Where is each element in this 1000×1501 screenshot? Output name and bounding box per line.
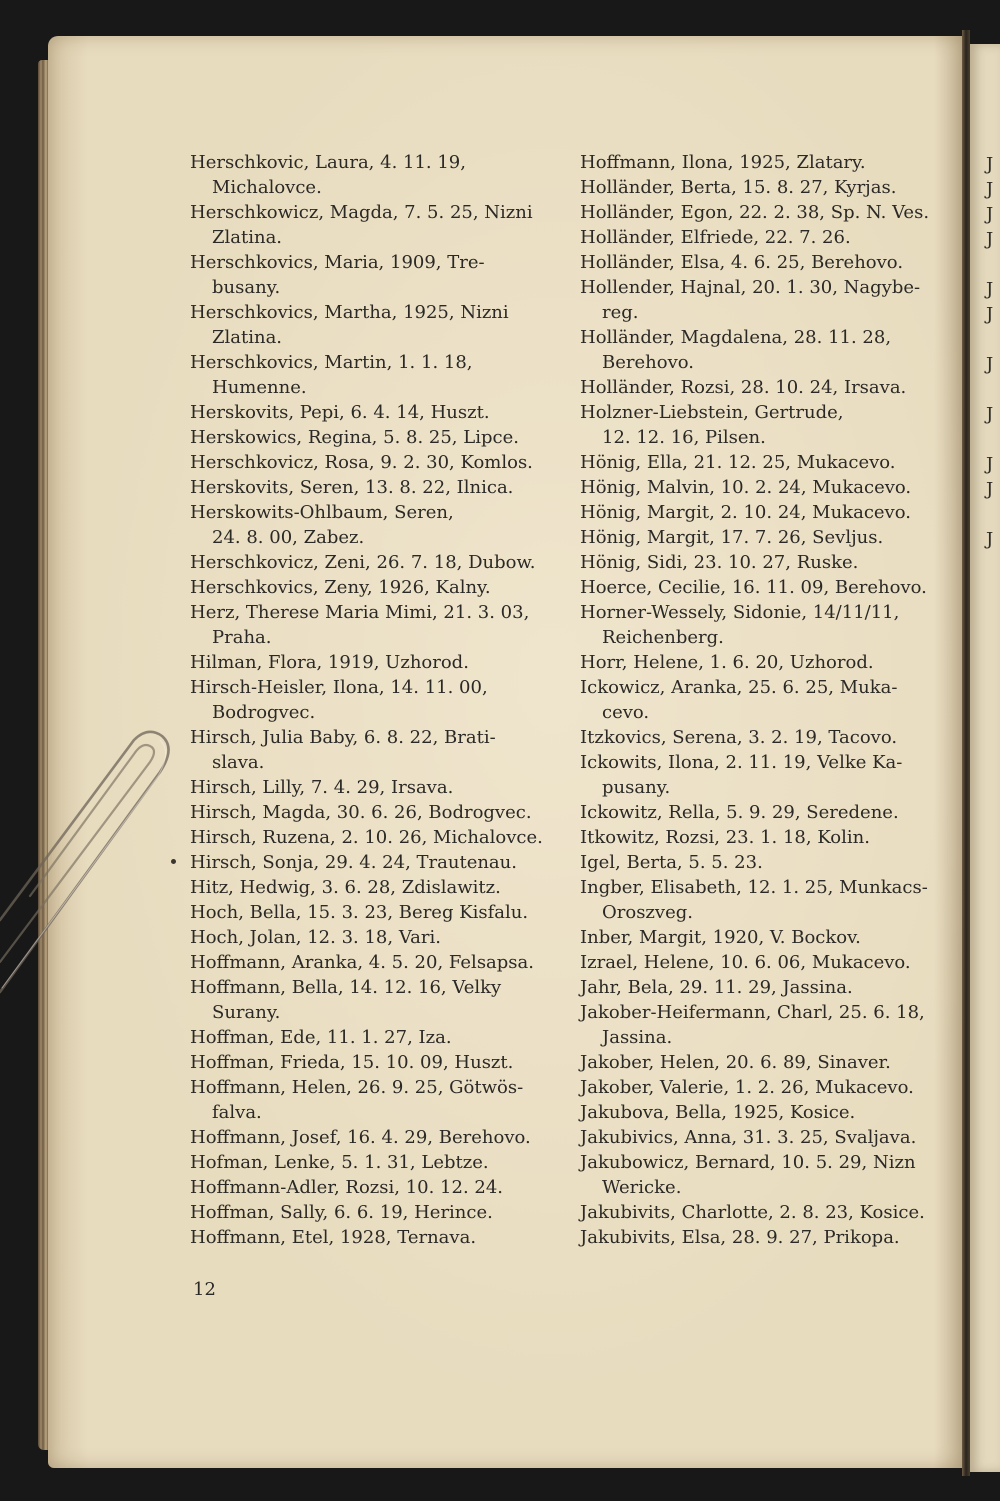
- entry: [190, 975, 543, 1025]
- entry: [580, 1100, 929, 1125]
- entry: [190, 1175, 543, 1200]
- next-page-fragment: J: [986, 479, 994, 500]
- entry-continuation: Zlatina.: [212, 327, 283, 348]
- entry: [190, 850, 543, 875]
- entry: [190, 450, 543, 475]
- entry: [580, 525, 929, 550]
- entry-line: Inber, Margit, 1920, V. Bockov.: [580, 927, 861, 948]
- next-page-fragment: J: [986, 529, 994, 550]
- book-gutter: [962, 30, 970, 1476]
- entry-line: Ickowitz, Rella, 5. 9. 29, Seredene.: [580, 802, 899, 823]
- paper-clip: [0, 700, 200, 1020]
- entry-line: Herskovits, Seren, 13. 8. 22, Ilnica.: [190, 477, 514, 498]
- entry: [580, 475, 929, 500]
- entry: [580, 800, 929, 825]
- entry: [190, 500, 543, 550]
- entry-continuation: Wericke.: [602, 1177, 682, 1198]
- entry-line: Jakober-Heifermann, Charl, 25. 6. 18,: [580, 1002, 925, 1023]
- entry: [580, 1125, 929, 1150]
- entry: [580, 675, 929, 725]
- entry-line: Hönig, Malvin, 10. 2. 24, Mukacevo.: [580, 477, 912, 498]
- entry-line: Hofman, Lenke, 5. 1. 31, Lebtze.: [190, 1152, 489, 1173]
- entry-line: Hoffmann, Helen, 26. 9. 25, Götwös-: [190, 1077, 524, 1098]
- entry-continuation: falva.: [212, 1102, 262, 1123]
- entry-line: Hoffmann, Josef, 16. 4. 29, Berehovo.: [190, 1127, 531, 1148]
- entry-continuation: busany.: [212, 277, 281, 298]
- entry-line: Herschkowicz, Magda, 7. 5. 25, Nizni: [190, 202, 533, 223]
- entry: [580, 400, 929, 450]
- entry-continuation: Berehovo.: [602, 352, 694, 373]
- entry: [190, 950, 543, 975]
- entry: [580, 575, 929, 600]
- entry: [190, 1050, 543, 1075]
- entry-line: Herschkovics, Maria, 1909, Tre-: [190, 252, 485, 273]
- entry: [580, 275, 929, 325]
- entry-line: Hoerce, Cecilie, 16. 11. 09, Berehovo.: [580, 577, 927, 598]
- entry: [190, 550, 543, 575]
- entry: [190, 825, 543, 850]
- entry-line: Herskowics, Regina, 5. 8. 25, Lipce.: [190, 427, 519, 448]
- next-page-edge: [970, 44, 1000, 1472]
- entry-line: Hoffmann, Aranka, 4. 5. 20, Felsapsa.: [190, 952, 534, 973]
- entry: [580, 225, 929, 250]
- entry-line: Hirsch, Ruzena, 2. 10. 26, Michalovce.: [190, 827, 543, 848]
- entry-continuation: Oroszveg.: [602, 902, 693, 923]
- entry: [580, 750, 929, 800]
- entry: [580, 1225, 929, 1250]
- entry-line: Hoffmann-Adler, Rozsi, 10. 12. 24.: [190, 1177, 504, 1198]
- entry: [190, 1225, 543, 1250]
- entry: [190, 900, 543, 925]
- entry-continuation: Surany.: [212, 1002, 281, 1023]
- entry-continuation: slava.: [212, 752, 265, 773]
- entry-continuation: Praha.: [212, 627, 272, 648]
- entry-line: Hönig, Margit, 2. 10. 24, Mukacevo.: [580, 502, 911, 523]
- entry-continuation: Jassina.: [602, 1027, 673, 1048]
- entry: [580, 950, 929, 975]
- entry: [580, 325, 929, 375]
- entry: [580, 725, 929, 750]
- entry-line: Hirsch, Sonja, 29. 4. 24, Trautenau.: [190, 852, 517, 873]
- entry: [190, 875, 543, 900]
- next-page-fragment: J: [986, 354, 994, 375]
- entry-continuation: Zlatina.: [212, 227, 283, 248]
- entry-continuation: Reichenberg.: [602, 627, 724, 648]
- entry-line: Horner-Wessely, Sidonie, 14/11/11,: [580, 602, 900, 623]
- entry: [580, 500, 929, 525]
- entry-line: Jakubivits, Charlotte, 2. 8. 23, Kosice.: [580, 1202, 925, 1223]
- entry: [580, 175, 929, 200]
- entry: [190, 1200, 543, 1225]
- entry-line: Horr, Helene, 1. 6. 20, Uzhorod.: [580, 652, 874, 673]
- entry: [190, 675, 543, 725]
- entry: [580, 600, 929, 650]
- left-column: [190, 150, 543, 1250]
- next-page-fragment: J: [986, 179, 994, 200]
- entry: [190, 250, 543, 300]
- entry: [580, 825, 929, 850]
- entry-line: Holzner-Liebstein, Gertrude,: [580, 402, 844, 423]
- entry: [190, 400, 543, 425]
- entry: [190, 1125, 543, 1150]
- entry-line: Holländer, Elsa, 4. 6. 25, Berehovo.: [580, 252, 904, 273]
- entry-line: Holländer, Magdalena, 28. 11. 28,: [580, 327, 892, 348]
- entry: [580, 150, 929, 175]
- entry-continuation: 24. 8. 00, Zabez.: [212, 527, 365, 548]
- entry: [580, 200, 929, 225]
- entry-line: Herskovits, Pepi, 6. 4. 14, Huszt.: [190, 402, 490, 423]
- entry-line: Igel, Berta, 5. 5. 23.: [580, 852, 763, 873]
- entry: [580, 925, 929, 950]
- entry-line: Hönig, Ella, 21. 12. 25, Mukacevo.: [580, 452, 896, 473]
- entry: [190, 925, 543, 950]
- entry-line: Herschkovicz, Rosa, 9. 2. 30, Komlos.: [190, 452, 533, 473]
- entry: [190, 475, 543, 500]
- entry-line: Ingber, Elisabeth, 12. 1. 25, Munkacs-: [580, 877, 928, 898]
- entry-continuation: cevo.: [602, 702, 650, 723]
- entry-line: Herschkovic, Laura, 4. 11. 19,: [190, 152, 466, 173]
- entry-line: Jakubowicz, Bernard, 10. 5. 29, Nizn: [580, 1152, 916, 1173]
- entry-line: Hoffmann, Etel, 1928, Ternava.: [190, 1227, 477, 1248]
- entry: [580, 1075, 929, 1100]
- entry: [190, 650, 543, 675]
- next-page-fragment: J: [986, 229, 994, 250]
- entry-line: Hoffman, Frieda, 15. 10. 09, Huszt.: [190, 1052, 514, 1073]
- entry-line: Hoch, Jolan, 12. 3. 18, Vari.: [190, 927, 441, 948]
- next-page-fragment: J: [986, 404, 994, 425]
- entry-line: Jakubivics, Anna, 31. 3. 25, Svaljava.: [580, 1127, 917, 1148]
- entry: [190, 800, 543, 825]
- entry-continuation: Bodrogvec.: [212, 702, 316, 723]
- next-page-fragment: J: [986, 204, 994, 225]
- entry-line: Hoch, Bella, 15. 3. 23, Bereg Kisfalu.: [190, 902, 529, 923]
- entry: [580, 1150, 929, 1200]
- entry-line: Herskowits-Ohlbaum, Seren,: [190, 502, 454, 523]
- entry-line: Holländer, Rozsi, 28. 10. 24, Irsava.: [580, 377, 907, 398]
- entry-line: Hönig, Margit, 17. 7. 26, Sevljus.: [580, 527, 884, 548]
- page-number: 12: [193, 1279, 216, 1300]
- entry: [190, 1150, 543, 1175]
- entry: [190, 300, 543, 350]
- entry-line: Hirsch, Magda, 30. 6. 26, Bodrogvec.: [190, 802, 532, 823]
- entry: [190, 150, 543, 200]
- entry-line: Hoffman, Ede, 11. 1. 27, Iza.: [190, 1027, 452, 1048]
- entry-continuation: reg.: [602, 302, 639, 323]
- entry-line: Jakober, Valerie, 1. 2. 26, Mukacevo.: [580, 1077, 914, 1098]
- entry: [190, 425, 543, 450]
- entry: [190, 350, 543, 400]
- entry: [580, 975, 929, 1000]
- entry: [190, 600, 543, 650]
- entry-line: Jakubivits, Elsa, 28. 9. 27, Prikopa.: [580, 1227, 900, 1248]
- entry: [580, 1200, 929, 1225]
- next-page-fragment: J: [986, 154, 994, 175]
- entry-line: Herschkovics, Zeny, 1926, Kalny.: [190, 577, 491, 598]
- entry-line: Hilman, Flora, 1919, Uzhorod.: [190, 652, 469, 673]
- entry: [190, 1025, 543, 1050]
- entry-line: Jakober, Helen, 20. 6. 89, Sinaver.: [580, 1052, 891, 1073]
- entry: [190, 725, 543, 775]
- entry-line: Hirsch, Lilly, 7. 4. 29, Irsava.: [190, 777, 454, 798]
- next-page-fragment: J: [986, 304, 994, 325]
- entry-line: Itkowitz, Rozsi, 23. 1. 18, Kolin.: [580, 827, 870, 848]
- entry-line: Herz, Therese Maria Mimi, 21. 3. 03,: [190, 602, 530, 623]
- entry-line: Hollender, Hajnal, 20. 1. 30, Nagybe-: [580, 277, 921, 298]
- entry: [190, 575, 543, 600]
- entry-line: Holländer, Berta, 15. 8. 27, Kyrjas.: [580, 177, 897, 198]
- next-page-fragment: J: [986, 279, 994, 300]
- entry-line: Herschkovicz, Zeni, 26. 7. 18, Dubow.: [190, 552, 536, 573]
- entry-line: Herschkovics, Martin, 1. 1. 18,: [190, 352, 473, 373]
- entry: [580, 1050, 929, 1075]
- entry: [580, 375, 929, 400]
- entry-line: Hönig, Sidi, 23. 10. 27, Ruske.: [580, 552, 859, 573]
- entry-line: Hoffmann, Bella, 14. 12. 16, Velky: [190, 977, 502, 998]
- entry: [580, 550, 929, 575]
- entry: [580, 850, 929, 875]
- entry-line: Herschkovics, Martha, 1925, Nizni: [190, 302, 509, 323]
- entry-line: Hitz, Hedwig, 3. 6. 28, Zdislawitz.: [190, 877, 501, 898]
- entry-line: Hoffman, Sally, 6. 6. 19, Herince.: [190, 1202, 493, 1223]
- next-page-fragment: J: [986, 454, 994, 475]
- entry-continuation: pusany.: [602, 777, 671, 798]
- entry-line: Jakubova, Bella, 1925, Kosice.: [580, 1102, 856, 1123]
- entry-line: Holländer, Elfriede, 22. 7. 26.: [580, 227, 851, 248]
- entry-continuation: 12. 12. 16, Pilsen.: [602, 427, 766, 448]
- entry: [190, 1075, 543, 1125]
- entry-line: Jahr, Bela, 29. 11. 29, Jassina.: [580, 977, 853, 998]
- entry: [580, 450, 929, 475]
- entry-line: Ickowicz, Aranka, 25. 6. 25, Muka-: [580, 677, 898, 698]
- entry-line: Ickowits, Ilona, 2. 11. 19, Velke Ka-: [580, 752, 903, 773]
- entry-continuation: Humenne.: [212, 377, 307, 398]
- entry-line: Izrael, Helene, 10. 6. 06, Mukacevo.: [580, 952, 911, 973]
- entry: [580, 250, 929, 275]
- entry: [190, 200, 543, 250]
- entry: [580, 650, 929, 675]
- entry-line: Hirsch, Julia Baby, 6. 8. 22, Brati-: [190, 727, 496, 748]
- entry-line: Hirsch-Heisler, Ilona, 14. 11. 00,: [190, 677, 488, 698]
- right-column: [580, 150, 929, 1250]
- entry-line: Itzkovics, Serena, 3. 2. 19, Tacovo.: [580, 727, 898, 748]
- entry: [580, 875, 929, 925]
- entry: [190, 775, 543, 800]
- entry: [580, 1000, 929, 1050]
- entry-continuation: Michalovce.: [212, 177, 322, 198]
- entry-line: Hoffmann, Ilona, 1925, Zlatary.: [580, 152, 866, 173]
- entry-line: Holländer, Egon, 22. 2. 38, Sp. N. Ves.: [580, 202, 930, 223]
